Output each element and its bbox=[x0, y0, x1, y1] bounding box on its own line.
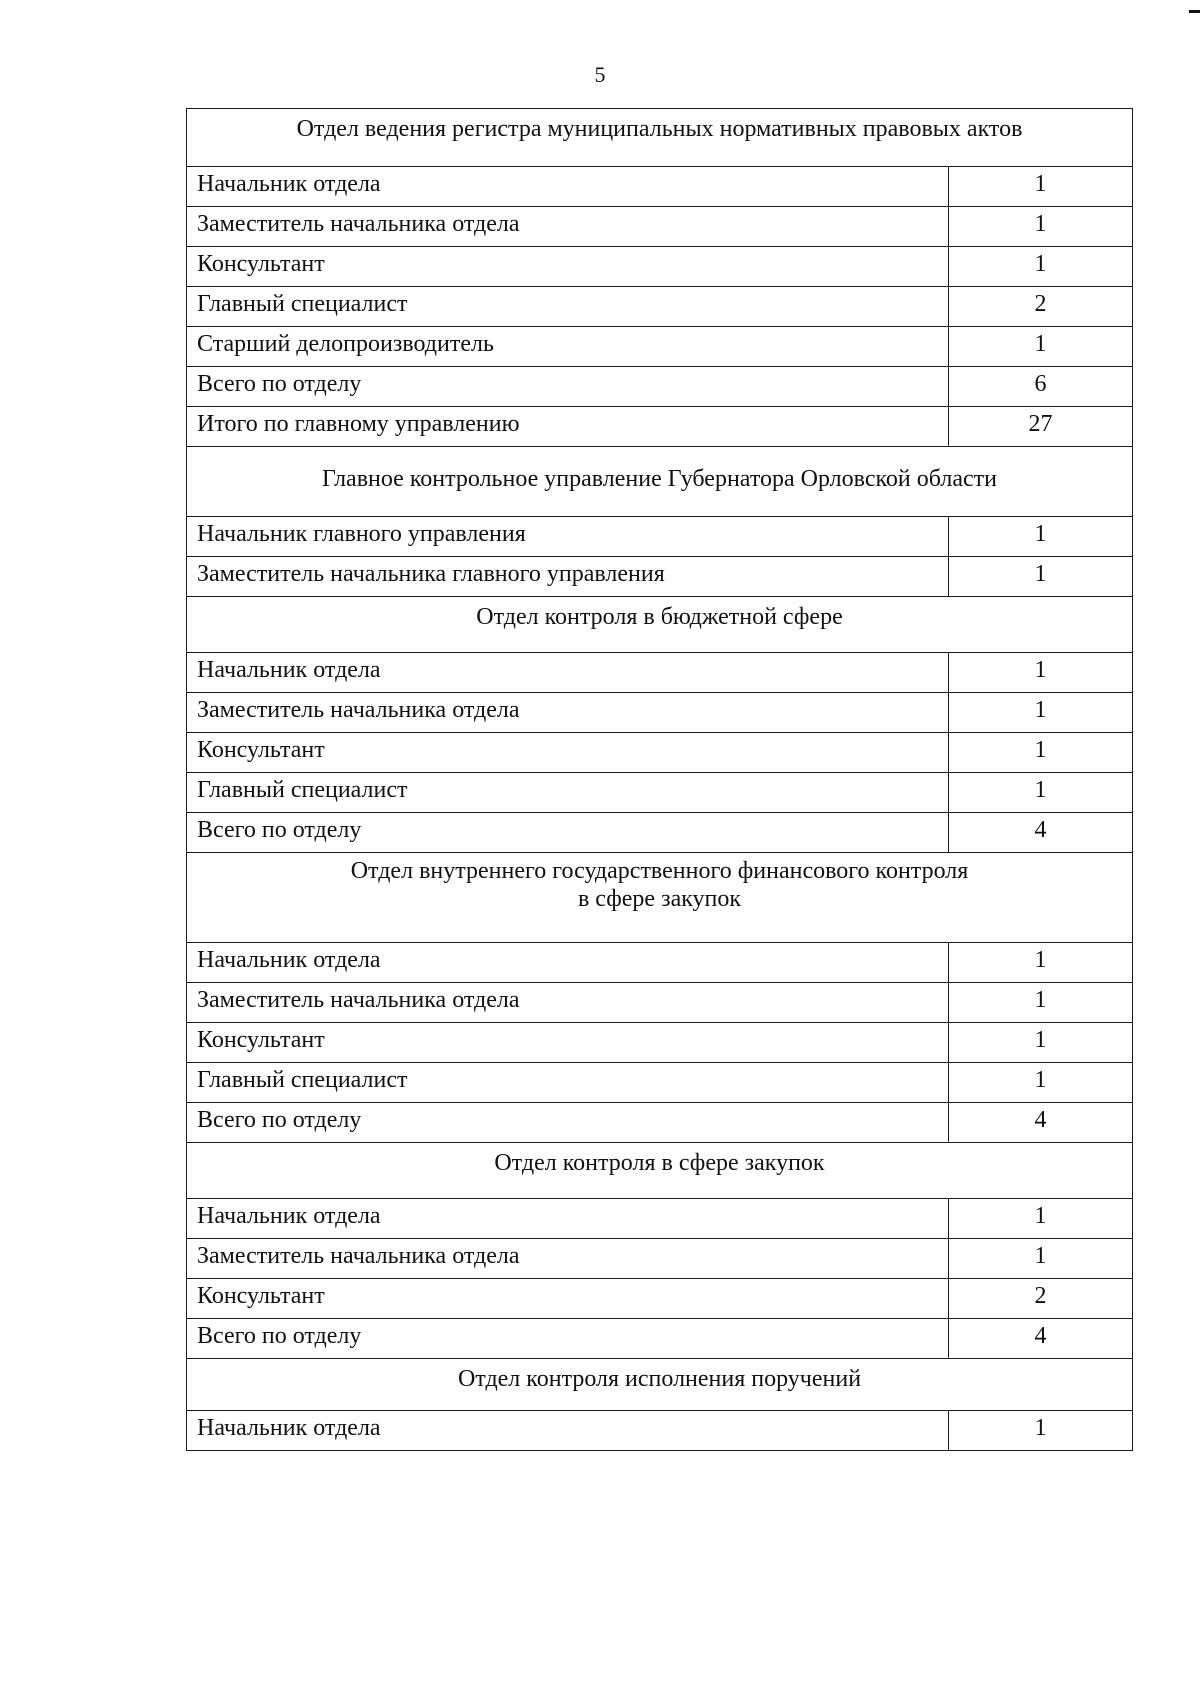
count-cell: 1 bbox=[949, 733, 1133, 773]
section-header-row bbox=[187, 447, 1133, 517]
table-row bbox=[187, 1239, 1133, 1279]
table-row bbox=[187, 1319, 1133, 1359]
section-title-line: Отдел контроля исполнения поручений bbox=[457, 1366, 862, 1392]
staffing-table-body bbox=[187, 109, 1133, 1451]
count-cell: 1 bbox=[949, 517, 1133, 557]
position-cell: Консультант bbox=[187, 1023, 949, 1063]
position-cell: Всего по отделу bbox=[187, 1103, 949, 1143]
table-row bbox=[187, 653, 1133, 693]
position-cell: Главный специалист bbox=[187, 287, 949, 327]
count-cell: 1 bbox=[949, 943, 1133, 983]
table-row bbox=[187, 367, 1133, 407]
position-cell: Итого по главному управлению bbox=[187, 407, 949, 447]
position-cell: Заместитель начальника главного управления bbox=[187, 557, 949, 597]
table-row bbox=[187, 1411, 1133, 1451]
page-number: 5 bbox=[594, 62, 606, 87]
table-row bbox=[187, 733, 1133, 773]
position-cell: Начальник главного управления bbox=[187, 517, 949, 557]
position-cell: Всего по отделу bbox=[187, 1319, 949, 1359]
position-cell: Начальник отдела bbox=[187, 653, 949, 693]
count-cell: 4 bbox=[949, 813, 1133, 853]
table-row bbox=[187, 693, 1133, 733]
table-row bbox=[187, 943, 1133, 983]
section-header-row bbox=[187, 109, 1133, 167]
section-header-row bbox=[187, 1143, 1133, 1199]
table-row bbox=[187, 813, 1133, 853]
section-title-line: Отдел внутреннего государственного финансового контроля bbox=[350, 858, 969, 884]
count-cell: 1 bbox=[949, 1063, 1133, 1103]
position-cell: Начальник отдела bbox=[187, 1411, 949, 1451]
count-cell: 1 bbox=[949, 557, 1133, 597]
table-row bbox=[187, 287, 1133, 327]
section-header-row bbox=[187, 597, 1133, 653]
table-row bbox=[187, 327, 1133, 367]
position-cell: Всего по отделу bbox=[187, 367, 949, 407]
position-cell: Консультант bbox=[187, 247, 949, 287]
count-cell: 1 bbox=[949, 773, 1133, 813]
count-cell: 1 bbox=[949, 1023, 1133, 1063]
position-cell: Всего по отделу bbox=[187, 813, 949, 853]
count-cell: 1 bbox=[949, 1411, 1133, 1451]
count-cell: 1 bbox=[949, 1199, 1133, 1239]
table-row bbox=[187, 247, 1133, 287]
position-cell: Начальник отдела bbox=[187, 943, 949, 983]
table-row bbox=[187, 207, 1133, 247]
section-title-line: Главное контрольное управление Губернатора Орловской области bbox=[322, 466, 997, 492]
position-cell: Заместитель начальника отдела bbox=[187, 983, 949, 1023]
count-cell: 4 bbox=[949, 1319, 1133, 1359]
position-cell: Главный специалист bbox=[187, 1063, 949, 1103]
count-cell: 4 bbox=[949, 1103, 1133, 1143]
table-row bbox=[187, 1279, 1133, 1319]
section-title bbox=[187, 1143, 1133, 1199]
table-row bbox=[187, 1103, 1133, 1143]
position-cell: Консультант bbox=[187, 1279, 949, 1319]
section-header-row bbox=[187, 1359, 1133, 1411]
table-row bbox=[187, 407, 1133, 447]
section-title-line: Отдел ведения регистра муниципальных нормативных правовых актов bbox=[296, 116, 1023, 142]
count-cell: 2 bbox=[949, 287, 1133, 327]
count-cell: 1 bbox=[949, 327, 1133, 367]
count-cell: 1 bbox=[949, 1239, 1133, 1279]
table-row bbox=[187, 1023, 1133, 1063]
count-cell: 2 bbox=[949, 1279, 1133, 1319]
position-cell: Старший делопроизводитель bbox=[187, 327, 949, 367]
count-cell: 1 bbox=[949, 983, 1133, 1023]
count-cell: 1 bbox=[949, 207, 1133, 247]
section-title bbox=[187, 109, 1133, 167]
position-cell: Заместитель начальника отдела bbox=[187, 693, 949, 733]
staffing-table bbox=[186, 108, 1133, 1451]
count-cell: 1 bbox=[949, 167, 1133, 207]
section-header-row bbox=[187, 853, 1133, 943]
section-title bbox=[187, 597, 1133, 653]
count-cell: 6 bbox=[949, 367, 1133, 407]
scan-corner-mark bbox=[1189, 10, 1200, 13]
table-row bbox=[187, 983, 1133, 1023]
section-title-line: Отдел контроля в сфере закупок bbox=[494, 1150, 825, 1176]
position-cell: Консультант bbox=[187, 733, 949, 773]
section-title bbox=[187, 447, 1133, 517]
count-cell: 1 bbox=[949, 247, 1133, 287]
table-row bbox=[187, 167, 1133, 207]
position-cell: Заместитель начальника отдела bbox=[187, 1239, 949, 1279]
table-row bbox=[187, 1063, 1133, 1103]
section-title-line: в сфере закупок bbox=[577, 886, 742, 912]
section-title-line: Отдел контроля в бюджетной сфере bbox=[476, 604, 843, 630]
table-row bbox=[187, 517, 1133, 557]
section-title bbox=[187, 1359, 1133, 1411]
table-row bbox=[187, 773, 1133, 813]
table-row bbox=[187, 1199, 1133, 1239]
count-cell: 1 bbox=[949, 653, 1133, 693]
count-cell: 1 bbox=[949, 693, 1133, 733]
position-cell: Заместитель начальника отдела bbox=[187, 207, 949, 247]
section-title bbox=[187, 853, 1133, 943]
position-cell: Главный специалист bbox=[187, 773, 949, 813]
position-cell: Начальник отдела bbox=[187, 167, 949, 207]
count-cell: 27 bbox=[949, 407, 1133, 447]
position-cell: Начальник отдела bbox=[187, 1199, 949, 1239]
table-row bbox=[187, 557, 1133, 597]
